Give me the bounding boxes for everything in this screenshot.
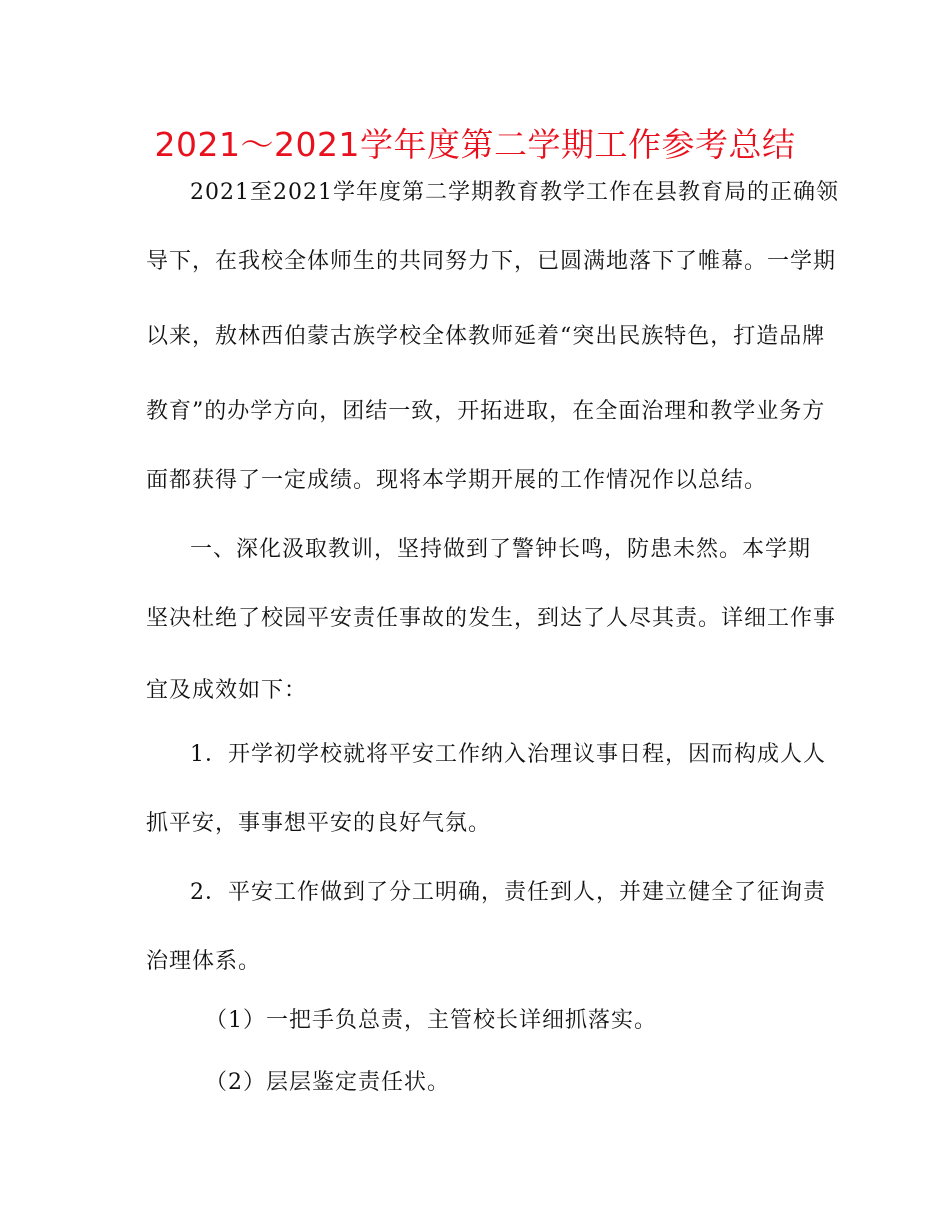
paragraph-line: 教育”的办学方向，团结一致，开拓进取，在全面治理和教学业务方 <box>146 399 826 424</box>
paragraph-line: 以来，敖林西伯蒙古族学校全体教师延着“突出民族特色，打造品牌 <box>146 324 826 349</box>
list-item: （2）层层鉴定责任状。 <box>205 1070 450 1095</box>
document-title: 2021～2021学年度第二学期工作参考总结 <box>154 125 796 164</box>
paragraph-line: 抓平安，事事想平安的良好气氛。 <box>146 811 492 836</box>
paragraph-line: 一、深化汲取教训，坚持做到了警钟长鸣，防患未然。本学期 <box>190 537 812 562</box>
paragraph-line: 坚决杜绝了校园平安责任事故的发生，到达了人尽其责。详细工作事 <box>146 606 837 631</box>
paragraph-line: 面都获得了一定成绩。现将本学期开展的工作情况作以总结。 <box>146 468 768 493</box>
paragraph-line: 导下，在我校全体师生的共同努力下，已圆满地落下了帷幕。一学期 <box>146 249 837 274</box>
paragraph-line: 宜及成效如下： <box>146 678 308 703</box>
paragraph-line: 2．平安工作做到了分工明确，责任到人，并建立健全了征询责 <box>190 880 826 905</box>
paragraph-line: 2021至2021学年度第二学期教育教学工作在县教育局的正确领 <box>190 180 839 205</box>
list-item: （1）一把手负总责，主管校长详细抓落实。 <box>205 1008 657 1033</box>
paragraph-line: 1．开学初学校就将平安工作纳入治理议事日程，因而构成人人 <box>190 742 826 767</box>
paragraph-line: 治理体系。 <box>146 949 262 974</box>
